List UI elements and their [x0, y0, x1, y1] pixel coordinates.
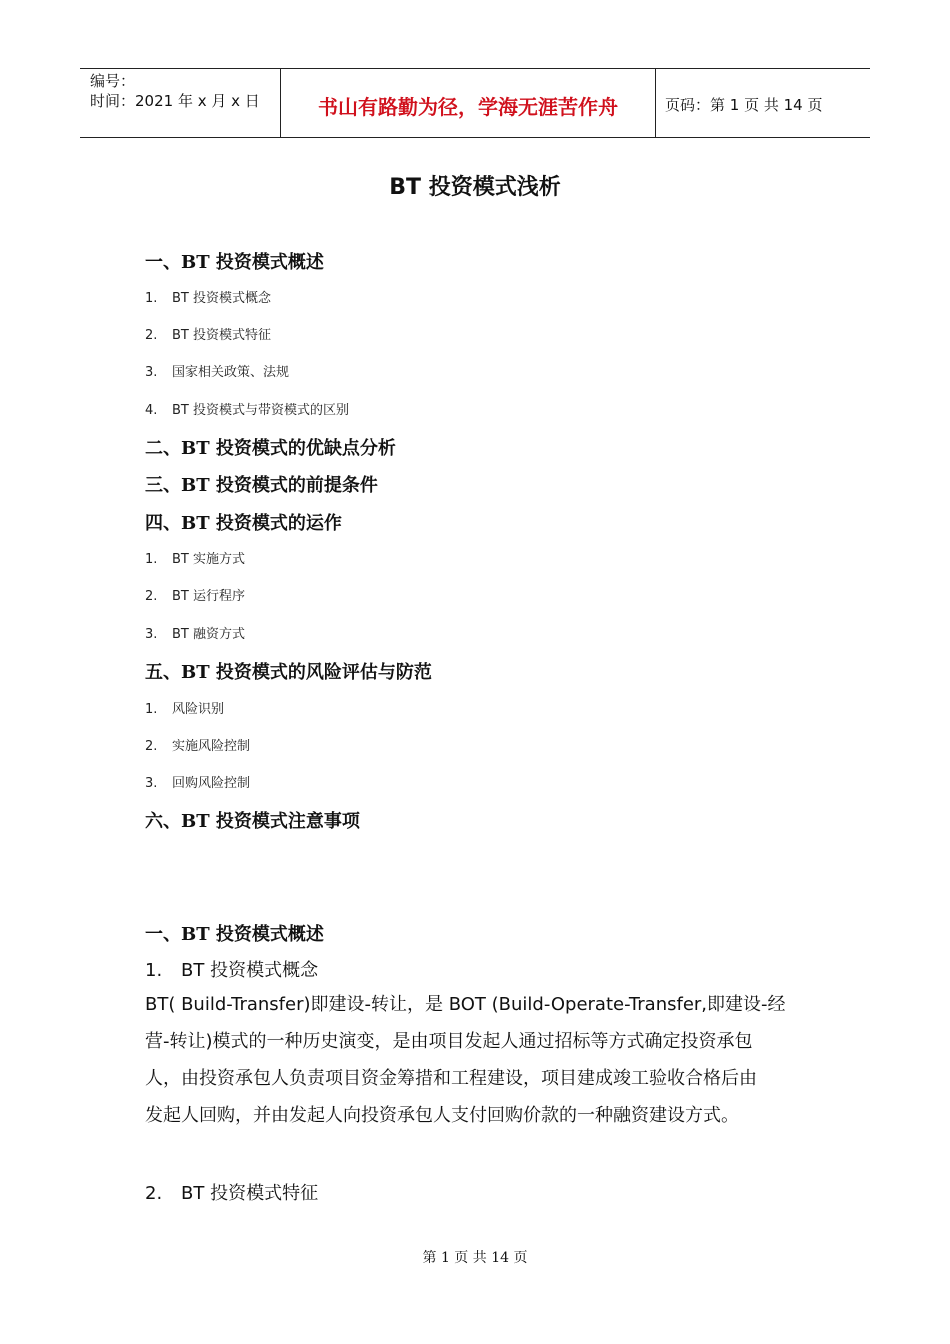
toc-item: 2. 实施风险控制 [145, 739, 251, 754]
toc-heading: 五、BT 投资模式的风险评估与防范 [145, 662, 432, 683]
page-footer: 第 1 页 共 14 页 [422, 1250, 528, 1266]
toc-item: 3. 回购风险控制 [145, 776, 251, 791]
toc-item: 3. BT 融资方式 [145, 627, 245, 642]
doc-number-label: 编号： [90, 72, 136, 90]
header-motto: 书山有路勤为径，学海无涯苦作舟 [318, 95, 618, 119]
header-meta-cell [80, 69, 280, 137]
header-page-cell [655, 69, 870, 137]
toc-heading: 四、BT 投资模式的运作 [145, 513, 342, 534]
body-paragraph [145, 986, 805, 1134]
header-table [80, 68, 870, 138]
toc-item: 4. BT 投资模式与带资模式的区别 [145, 403, 349, 418]
toc-heading: 一、BT 投资模式概述 [145, 252, 324, 273]
document-title: BT 投资模式浅析 [389, 175, 561, 200]
toc-item: 1. BT 实施方式 [145, 552, 245, 567]
subsection-heading: 2. BT 投资模式特征 [145, 1183, 319, 1204]
header-motto-cell [280, 69, 656, 137]
doc-date-label: 时间：2021 年 x 月 x 日 [90, 92, 260, 110]
toc-heading: 三、BT 投资模式的前提条件 [145, 475, 378, 496]
toc-item: 2. BT 投资模式特征 [145, 328, 271, 343]
toc-item: 3. 国家相关政策、法规 [145, 365, 290, 380]
paragraph-line: 人，由投资承包人负责项目资金筹措和工程建设，项目建成竣工验收合格后由 [145, 1068, 757, 1089]
paragraph-line: BT( Build-Transfer)即建设-转让，是 BOT (Build-Operate-Transfer,即建设-经 [145, 994, 786, 1015]
toc-item: 2. BT 运行程序 [145, 589, 245, 604]
paragraph-line: 营-转让)模式的一种历史演变，是由项目发起人通过招标等方式确定投资承包 [145, 1031, 753, 1052]
subsection-heading: 1. BT 投资模式概念 [145, 960, 319, 981]
toc-heading: 六、BT 投资模式注意事项 [145, 811, 360, 832]
toc-item: 1. BT 投资模式概念 [145, 291, 271, 306]
header-page-info: 页码：第 1 页 共 14 页 [665, 96, 823, 114]
section-heading: 一、BT 投资模式概述 [145, 924, 324, 945]
paragraph-line: 发起人回购，并由发起人向投资承包人支付回购价款的一种融资建设方式。 [145, 1105, 739, 1126]
toc-item: 1. 风险识别 [145, 702, 225, 717]
toc-heading: 二、BT 投资模式的优缺点分析 [145, 438, 396, 459]
